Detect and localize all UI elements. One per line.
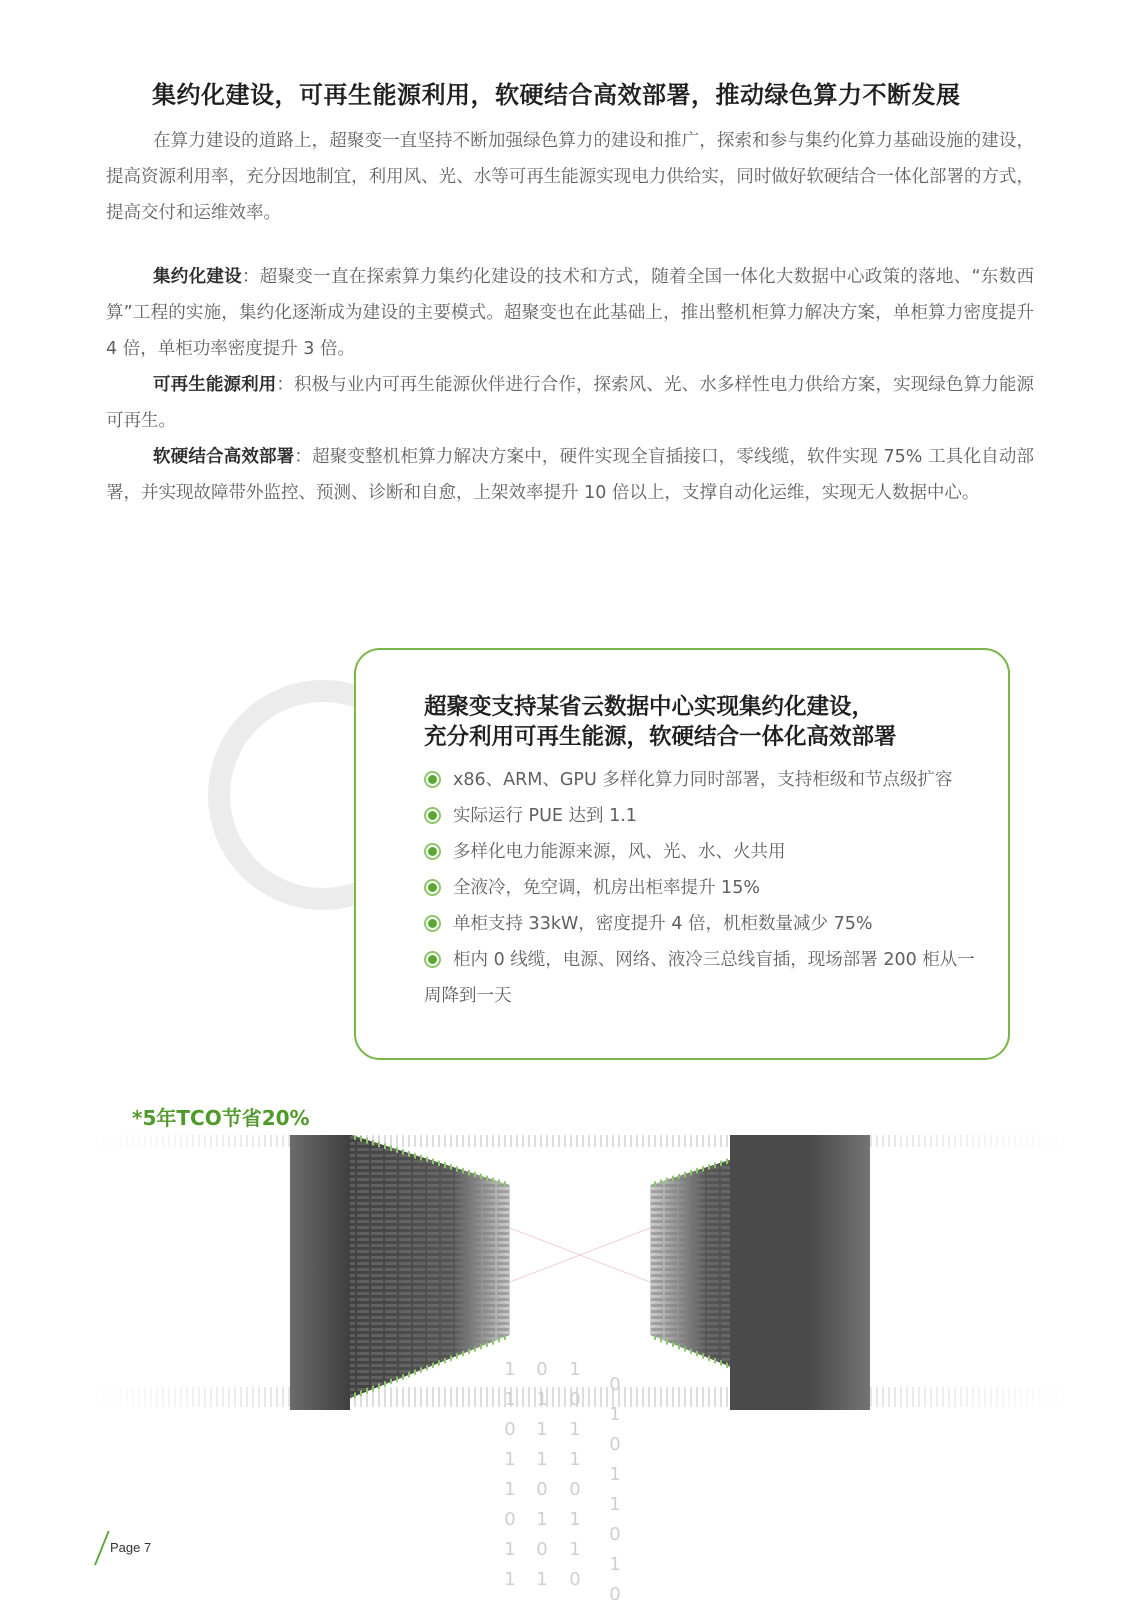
list-item: x86、ARM、GPU 多样化算力同时部署，支持柜级和节点级扩容 [424,762,984,798]
svg-text:1: 1 [609,1464,621,1485]
svg-text:0: 0 [609,1584,621,1600]
server-room-illustration [90,1135,1070,1600]
case-study-card [354,648,1010,1060]
list-item: 多样化电力能源来源，风、光、水、火共用 [424,834,984,870]
svg-text:1: 1 [609,1404,621,1425]
paragraph-label: 软硬结合高效部署 [153,447,295,467]
svg-text:0: 0 [609,1524,621,1545]
bullet-icon [428,883,437,892]
page-number: Page 7 [110,1540,152,1555]
svg-text:1: 1 [504,1389,516,1410]
svg-text:1: 1 [504,1359,516,1380]
svg-text:1: 1 [536,1449,548,1470]
paragraph-label: 集约化建设 [153,267,242,287]
svg-text:1: 1 [536,1569,548,1590]
svg-text:1: 1 [569,1509,581,1530]
bullet-icon [428,775,437,784]
card-title-line: 充分利用可再生能源，软硬结合一体化高效部署 [424,724,897,750]
svg-text:1: 1 [569,1419,581,1440]
svg-text:0: 0 [609,1434,621,1455]
svg-text:1: 1 [536,1419,548,1440]
svg-text:0: 0 [569,1389,581,1410]
paragraph-intensive-construction [106,259,1034,367]
paragraph-text: ：超聚变一直在探索算力集约化建设的技术和方式，随着全国一体化大数据中心政策的落地、“东数西算”工程的实施，集约化逐渐成为建设的主要模式。超聚变也在此基础上，推出整机柜算力解决方案，单柜算力密度提升 4 倍，单柜功率密度提升 3 倍。 [106,267,1034,359]
svg-text:0: 0 [569,1569,581,1590]
paragraph-efficient-deployment [106,439,1034,511]
paragraph-label: 可再生能源利用 [153,375,277,395]
svg-text:1: 1 [609,1554,621,1575]
list-item: 实际运行 PUE 达到 1.1 [424,798,984,834]
svg-text:1: 1 [609,1494,621,1515]
svg-text:0: 0 [569,1479,581,1500]
svg-text:0: 0 [504,1509,516,1530]
svg-text:1: 1 [536,1389,548,1410]
svg-text:1: 1 [504,1569,516,1590]
svg-text:1: 1 [569,1449,581,1470]
card-title [424,692,984,752]
svg-text:1: 1 [504,1539,516,1560]
svg-text:1: 1 [504,1449,516,1470]
svg-text:0: 0 [609,1374,621,1395]
list-item: 柜内 0 线缆，电源、网络、液冷三总线盲插，现场部署 200 柜从一周降到一天 [424,950,975,1006]
svg-text:1: 1 [504,1479,516,1500]
bullet-icon [428,955,437,964]
svg-text:0: 0 [504,1419,516,1440]
svg-text:1: 1 [569,1539,581,1560]
section-heading: 集约化建设，可再生能源利用，软硬结合高效部署，推动绿色算力不断发展 [152,81,961,109]
list-item: 单柜支持 33kW，密度提升 4 倍，机柜数量减少 75% [424,906,984,942]
intro-paragraph: 在算力建设的道路上，超聚变一直坚持不断加强绿色算力的建设和推广，探索和参与集约化算力基础设施的建设，提高资源利用率，充分因地制宜，利用风、光、水等可再生能源实现电力供给实，同时做好软硬结合一体化部署的方式，提高交付和运维效率。 [106,131,1034,223]
paragraph-text: ：积极与业内可再生能源伙伴进行合作，探索风、光、水多样性电力供给方案，实现绿色算力能源可再生。 [106,375,1034,431]
bullet-icon [428,919,437,928]
svg-text:0: 0 [536,1359,548,1380]
card-bullet-list [424,762,984,1014]
svg-text:0: 0 [536,1539,548,1560]
list-item: 全液冷，免空调，机房出柜率提升 15% [424,870,984,906]
tco-note: *5年TCO节省20% [132,1106,310,1130]
paragraph-renewable-energy [106,367,1034,439]
card-title-line: 超聚变支持某省云数据中心实现集约化建设， [424,694,875,720]
bullet-icon [428,811,437,820]
svg-text:1: 1 [569,1359,581,1380]
svg-text:0: 0 [536,1479,548,1500]
svg-text:1: 1 [536,1509,548,1530]
paragraph-text: ：超聚变整机柜算力解决方案中，硬件实现全盲插接口，零线缆，软件实现 75% 工具化自动部署，并实现故障带外监控、预测、诊断和自愈，上架效率提升 10 倍以上，支撑自动化运维，实现无人数据中心。 [106,447,1034,503]
bullet-icon [428,847,437,856]
